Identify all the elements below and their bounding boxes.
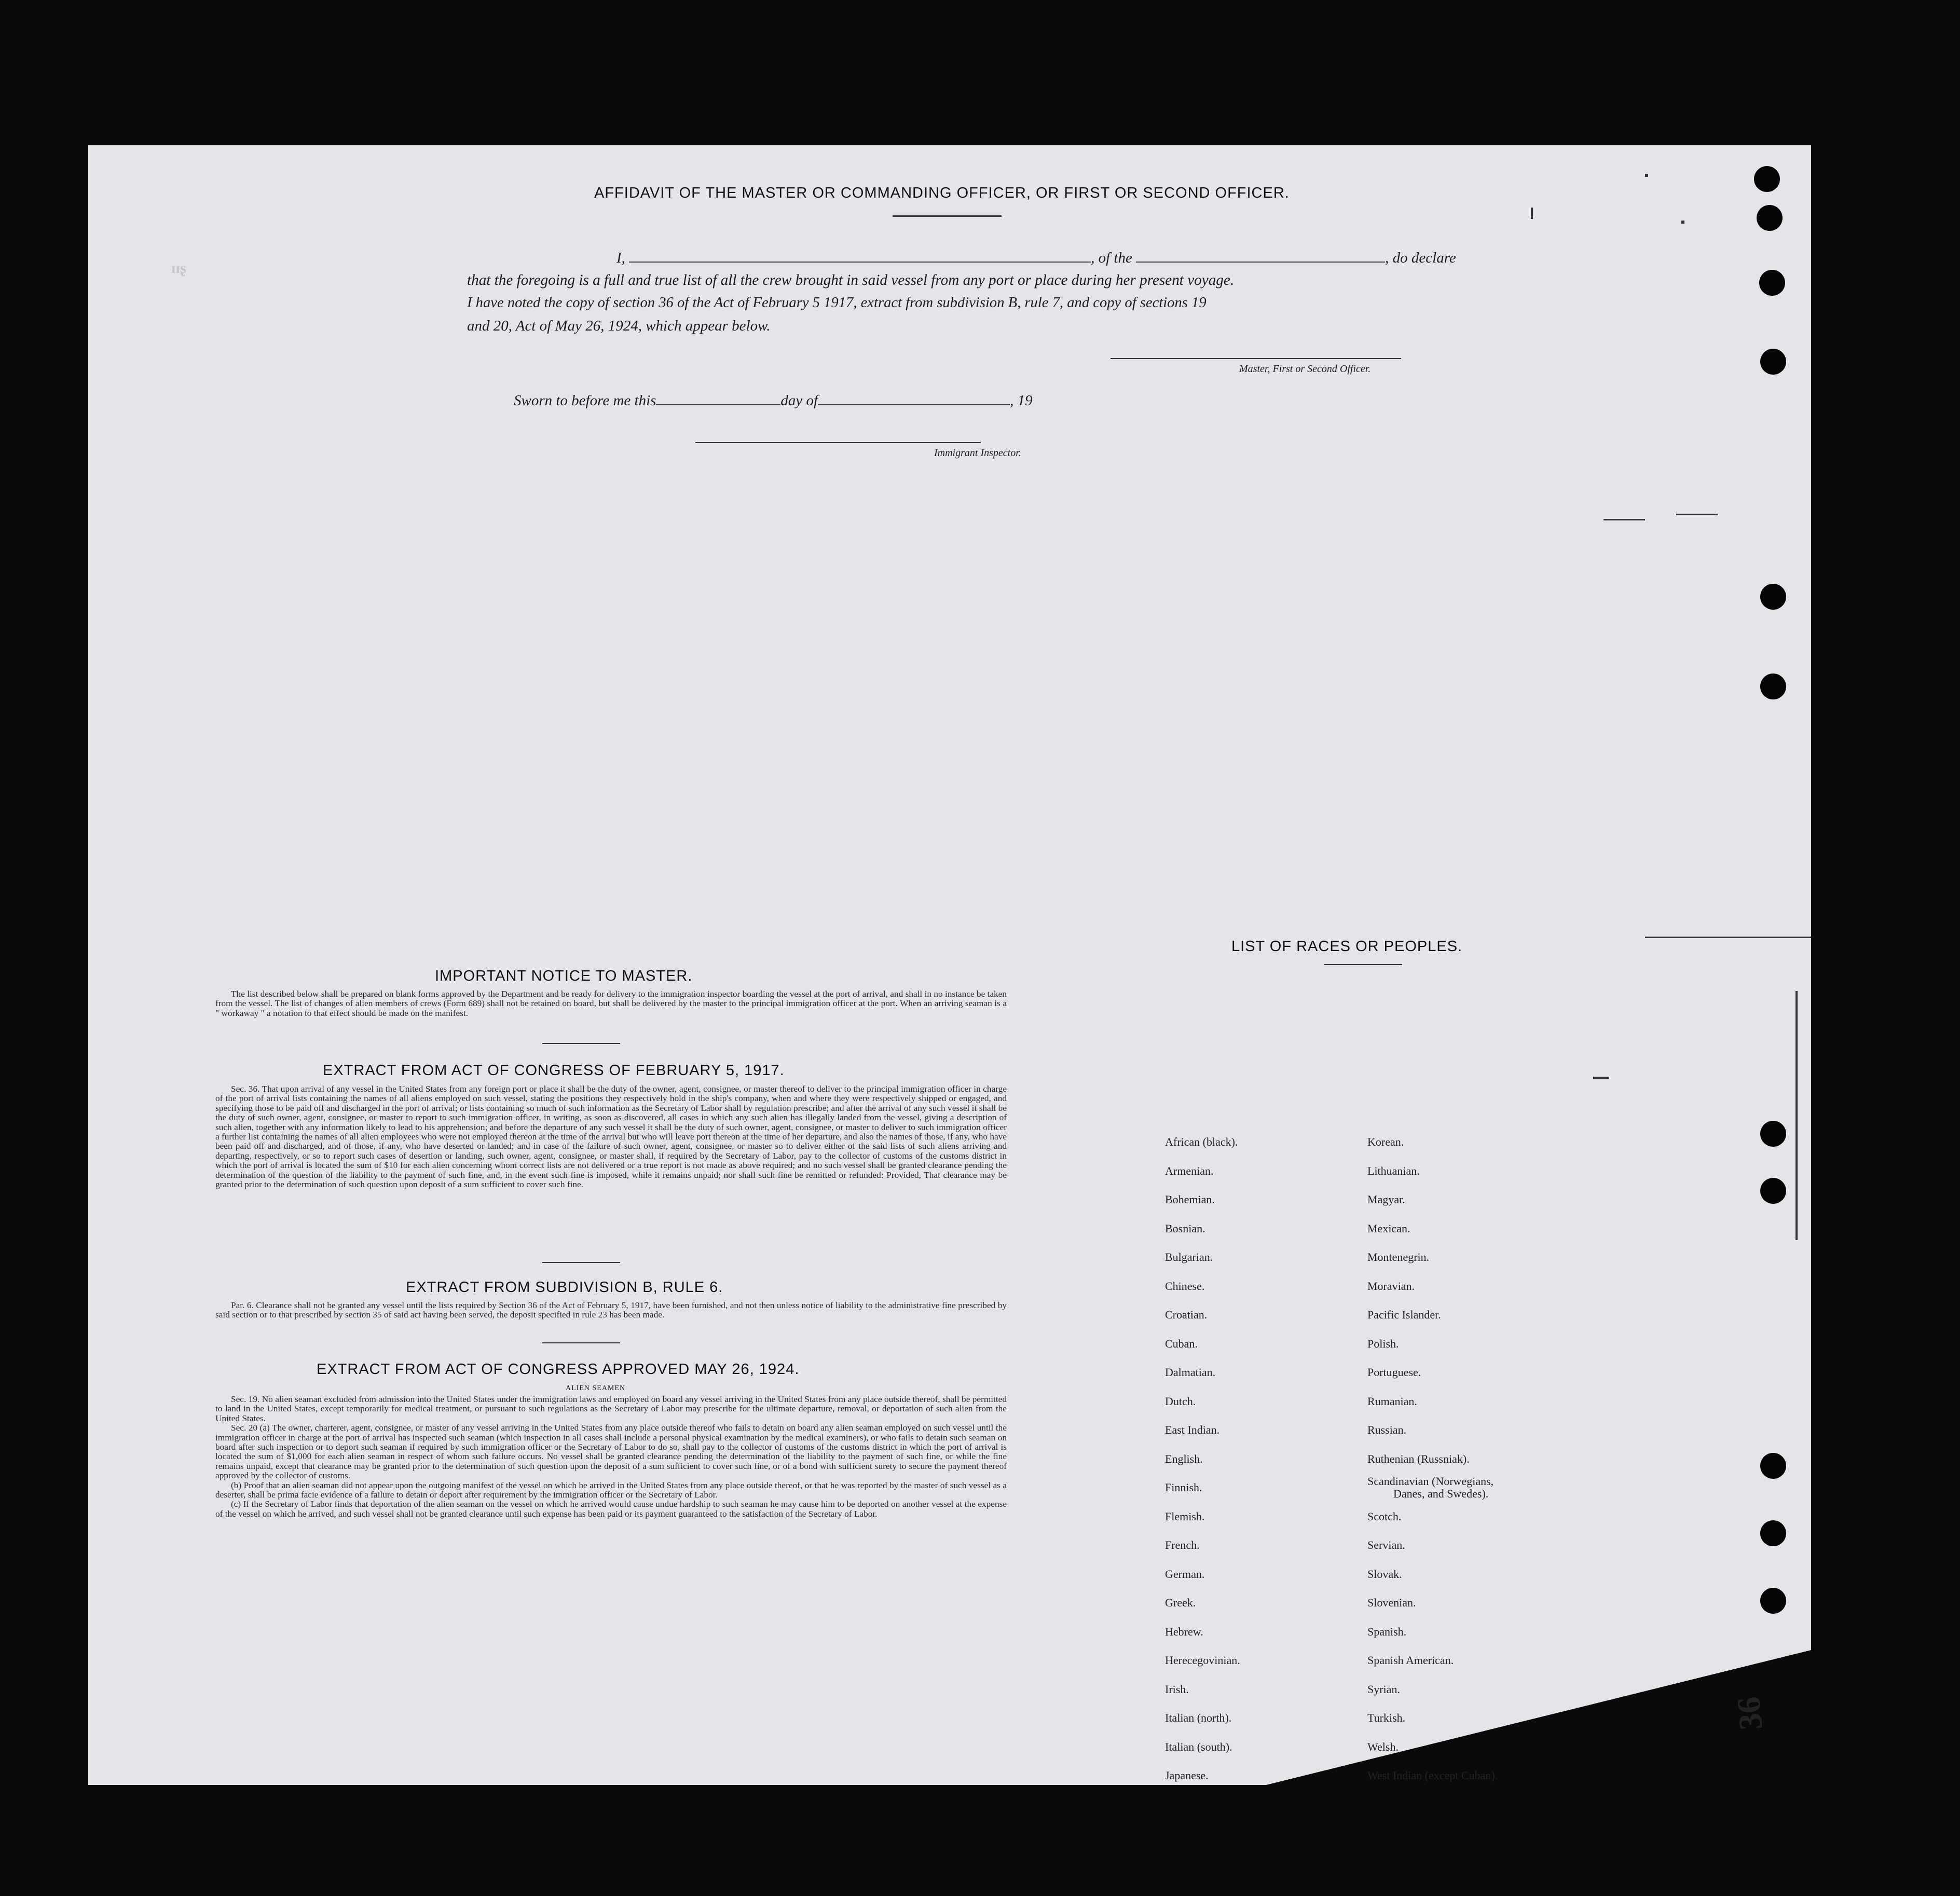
race-item: Slovenian. bbox=[1367, 1596, 1416, 1609]
sec-20c-paragraph: (c) If the Secretary of Labor finds that deportation of the alien seaman on the vessel on which he arrived would cause undue hardship to such seaman he may cause him to be deported on another vessel at the expense of the vessel on which he arrived, and such vessel shall not be granted clearance until such expense has been paid or its payment guaranteed to the satisfaction of the Secretary of Labor. bbox=[215, 1499, 1007, 1519]
punch-hole-icon bbox=[1760, 674, 1786, 699]
affidavit-title: AFFIDAVIT OF THE MASTER OR COMMANDING OFFICER, OR FIRST OR SECOND OFFICER. bbox=[594, 185, 1290, 201]
race-item: Flemish. bbox=[1165, 1509, 1205, 1523]
race-item: Scotch. bbox=[1367, 1509, 1402, 1523]
race-item: Turkish. bbox=[1367, 1711, 1406, 1724]
affidavit-line-1 bbox=[533, 246, 1456, 269]
punch-hole-icon bbox=[1757, 205, 1783, 231]
affidavit-of-the: , of the bbox=[1091, 250, 1132, 266]
name-blank[interactable] bbox=[629, 256, 1091, 263]
sworn-line bbox=[514, 389, 1033, 412]
race-item-two-line bbox=[1367, 1473, 1498, 1502]
extract-1917-divider bbox=[542, 1262, 620, 1263]
extract-1917-title: EXTRACT FROM ACT OF CONGRESS OF FEBRUARY 5, 1917. bbox=[323, 1062, 785, 1079]
page-number: 36 bbox=[1730, 1695, 1770, 1732]
inspector-signature-line[interactable] bbox=[695, 442, 981, 443]
race-item: Italian (south). bbox=[1165, 1740, 1232, 1753]
race-item: Croatian. bbox=[1165, 1308, 1208, 1321]
race-item: Russian. bbox=[1367, 1423, 1407, 1436]
race-item: Portuguese. bbox=[1367, 1366, 1421, 1379]
race-item: Spanish American. bbox=[1367, 1654, 1454, 1667]
extract-rule6-text bbox=[215, 1301, 1007, 1320]
race-item: Bohemian. bbox=[1165, 1193, 1215, 1206]
sworn-month-blank[interactable] bbox=[818, 399, 1010, 405]
race-item: Mexican. bbox=[1367, 1221, 1410, 1235]
sec-19-paragraph: Sec. 19. No alien seaman excluded from admission into the United States under the immigration laws and employed on board any vessel arriving in the United States from any place outside thereof, shall be permitted to land in the United States, except temporarily for medical treatment, or pursuant to such regulations as the Secretary of Labor may prescribe for the ultimate departure, removal, or deportation of such alien from the United States. bbox=[215, 1394, 1007, 1423]
race-item: Welsh. bbox=[1367, 1740, 1399, 1753]
race-item: Korean. bbox=[1367, 1135, 1404, 1148]
race-item: Danes, and Swedes). bbox=[1393, 1487, 1489, 1500]
race-item: Herecegovinian. bbox=[1165, 1654, 1240, 1667]
affidavit-title-rule bbox=[893, 215, 1002, 217]
punch-hole-icon bbox=[1759, 270, 1785, 296]
race-item: Japanese. bbox=[1165, 1769, 1209, 1782]
race-item: African (black). bbox=[1165, 1135, 1238, 1148]
race-item: Magyar. bbox=[1367, 1193, 1405, 1206]
affidavit-do-declare: , do declare bbox=[1385, 250, 1456, 266]
master-label: Master, First or Second Officer. bbox=[1239, 363, 1371, 375]
sec-20b-paragraph: (b) Proof that an alien seaman did not appear upon the outgoing manifest of the vessel on which he arrived in the United States from any place outside thereof, or that he was reported by the master of such vessel as a deserter, shall be prima facie evidence of a failure to detain or deport after requirement by the immigration officer or the Secretary of Labor. bbox=[215, 1480, 1007, 1500]
race-item: English. bbox=[1165, 1452, 1203, 1465]
race-item: Bulgarian. bbox=[1165, 1251, 1213, 1263]
punch-hole-icon bbox=[1760, 1520, 1786, 1546]
affidavit-i: I, bbox=[616, 250, 625, 266]
master-signature-line[interactable] bbox=[1111, 358, 1401, 359]
punch-hole-icon bbox=[1760, 584, 1786, 610]
notice-text bbox=[215, 990, 1007, 1018]
race-item: West Indian (except Cuban). bbox=[1367, 1769, 1498, 1782]
notice-paragraph: The list described below shall be prepared on blank forms approved by the Department and be ready for delivery to the immigration inspector boarding the vessel at the port of arrival, and shall in no instance be taken from the vessel. The list of changes of alien members of crews (Form 689) shall not be retained on board, but shall be delivered by the master to the principal immigration officer at the port. When an arriving seaman is a " workaway " a notation to that effect should be made on the manifest. bbox=[215, 989, 1007, 1018]
race-item: Greek. bbox=[1165, 1596, 1196, 1609]
race-item: Dalmatian. bbox=[1165, 1366, 1216, 1379]
extract-rule6-paragraph: Par. 6. Clearance shall not be granted any vessel until the lists required by Section 36 of the Act of February 5, 1917, have been furnished, and not then unless notice of liability to the administrative fine prescribed by said section or to that prescribed by section 35 of said act having been served, the deposit specified in rule 23 has been made. bbox=[215, 1300, 1007, 1320]
race-item: Finnish. bbox=[1165, 1481, 1202, 1494]
extract-1917-text bbox=[215, 1084, 1007, 1189]
notice-divider bbox=[542, 1043, 620, 1044]
day-of-text: day of bbox=[780, 392, 818, 409]
sworn-day-blank[interactable] bbox=[656, 399, 780, 405]
races-title: LIST OF RACES OR PEOPLES. bbox=[1231, 938, 1463, 955]
punch-hole-icon bbox=[1760, 1453, 1786, 1479]
race-item: Rumanian. bbox=[1367, 1394, 1417, 1408]
extract-1924-text bbox=[215, 1395, 1007, 1519]
vessel-blank[interactable] bbox=[1136, 256, 1385, 263]
race-item: Syrian. bbox=[1367, 1682, 1400, 1696]
race-item: Spanish. bbox=[1367, 1625, 1407, 1638]
punch-hole-icon bbox=[1760, 349, 1786, 375]
race-item: Pacific Islander. bbox=[1367, 1308, 1441, 1321]
extract-rule6-divider bbox=[542, 1342, 620, 1343]
affidavit-line-3: I have noted the copy of section 36 of the Act of February 5 1917, extract from subdivision B, rule 7, and copy of sections 19 bbox=[467, 295, 1207, 311]
race-item: Irish. bbox=[1165, 1682, 1189, 1696]
extract-1924-subtitle: ALIEN SEAMEN bbox=[566, 1384, 626, 1392]
notice-title: IMPORTANT NOTICE TO MASTER. bbox=[435, 968, 693, 984]
races-left-column bbox=[1165, 1128, 1240, 1785]
faded-number: ɪɪʂ bbox=[171, 259, 186, 277]
race-item: Italian (north). bbox=[1165, 1711, 1232, 1724]
race-item: Servian. bbox=[1367, 1538, 1405, 1551]
sworn-text: Sworn to before me this bbox=[514, 392, 656, 409]
race-item: German. bbox=[1165, 1567, 1205, 1581]
extract-rule6-title: EXTRACT FROM SUBDIVISION B, RULE 6. bbox=[406, 1279, 723, 1296]
sec-20a-paragraph: Sec. 20 (a) The owner, charterer, agent, consignee, or master of any vessel arriving in the United States from any place outside thereof who fails to detain on board any alien seaman employed on such vessel until the immigration officer in charge at the port of arrival has inspected such seaman (which inspection in all cases shall include a personal physical examination by the medical examiners), or who fails to detain such seaman on board after such inspection or to deport such seaman if required by such immigration officer or the Secretary of Labor to do so, shall pay to the collector of customs of the customs district in which the port of arrival is located the sum of $1,000 for each alien seaman in respect of whom such failure occurs. No vessel shall be granted clearance pending the determination of the liability to the payment of such fine, or while the fine remains unpaid, except that clearance may be granted prior to the determination of such question upon the deposit of a sum sufficient to cover such fine, or of a bond with sufficient surety to secure the payment thereof approved by the collector of customs. bbox=[215, 1423, 1007, 1481]
document-sheet bbox=[88, 145, 1811, 1785]
race-item: Slovak. bbox=[1367, 1567, 1402, 1581]
punch-hole-icon bbox=[1760, 1178, 1786, 1204]
races-title-rule bbox=[1324, 964, 1402, 965]
race-item: Scandinavian (Norwegians, bbox=[1367, 1475, 1494, 1488]
inspector-label: Immigrant Inspector. bbox=[934, 447, 1021, 459]
race-item: Armenian. bbox=[1165, 1164, 1214, 1177]
race-item: Cuban. bbox=[1165, 1337, 1198, 1350]
affidavit-line-2: that the foregoing is a full and true list of all the crew brought in said vessel from any port or place during her present voyage. bbox=[467, 272, 1235, 288]
race-item: Montenegrin. bbox=[1367, 1251, 1430, 1263]
race-item: Chinese. bbox=[1165, 1279, 1205, 1293]
race-item: French. bbox=[1165, 1538, 1200, 1551]
race-item: Ruthenian (Russniak). bbox=[1367, 1452, 1470, 1465]
extract-1917-paragraph: Sec. 36. That upon arrival of any vessel in the United States from any foreign port or place it shall be the duty of the owner, agent, consignee, or master thereof to deliver to the principal immigration officer in charge of the port of arrival lists containing the names of all aliens employed on such vessel, stating the positions they respectively hold in the ship's company, when and where they were respectively shipped or engaged, and specifying those to be paid off and discharged in the port of arrival; or lists containing so much of such information as the Secretary of Labor shall by regulation prescribe; and after the arrival of any such vessel it shall be the duty of such owner, agent, consignee, or master to report to such immigration officer, in writing, as soon as discovered, all cases in which any such alien has illegally landed from the vessel, giving a description of such alien, together with any information likely to lead to his apprehension; and before the departure of any such vessel it shall be the duty of such owner, agent, consignee, or master to deliver to such immigration officer a further list containing the names of all alien employees who were not employed thereon at the time of the arrival but who will leave port thereon at the time of her departure, and also the names of those, if any, who have been paid off and discharged, and of those, if any, who have deserted or landed; and in case of the failure of such owner, agent, consignee, or master so to deliver either of the said lists of such aliens arriving and departing, respectively, or so to report such cases of desertion or landing, such owner, agent, consignee, or master shall, if required by the Secretary of Labor, pay to the collector of customs of the customs district in which the port of arrival is located the sum of $10 for each alien concerning whom correct lists are not delivered or a true report is not made as above required; and no such vessel shall be granted clearance pending the determination of the question of the liability to the payment of such fine, and, in the event such fine is imposed, while it remains unpaid; nor shall such fine be remitted or refunded: Provided, That clearance may be granted prior to the determination of such question upon deposit of a sum sufficient to cover such fine. bbox=[215, 1084, 1007, 1190]
race-item: East Indian. bbox=[1165, 1423, 1220, 1436]
race-item: Polish. bbox=[1367, 1337, 1399, 1350]
race-item: Moravian. bbox=[1367, 1279, 1415, 1293]
races-right-column bbox=[1367, 1128, 1498, 1785]
year-text: , 19 bbox=[1010, 392, 1033, 409]
race-item: Lithuanian. bbox=[1367, 1164, 1420, 1177]
punch-hole-icon bbox=[1754, 166, 1780, 192]
race-item: Hebrew. bbox=[1165, 1625, 1203, 1638]
punch-hole-icon bbox=[1760, 1588, 1786, 1614]
torn-corner bbox=[1266, 1650, 1811, 1785]
punch-hole-icon bbox=[1760, 1121, 1786, 1147]
race-item: Bosnian. bbox=[1165, 1221, 1205, 1235]
affidavit-line-4: and 20, Act of May 26, 1924, which appear below. bbox=[467, 318, 771, 334]
extract-1924-title: EXTRACT FROM ACT OF CONGRESS APPROVED MAY 26, 1924. bbox=[317, 1361, 800, 1378]
race-item: Dutch. bbox=[1165, 1394, 1196, 1408]
